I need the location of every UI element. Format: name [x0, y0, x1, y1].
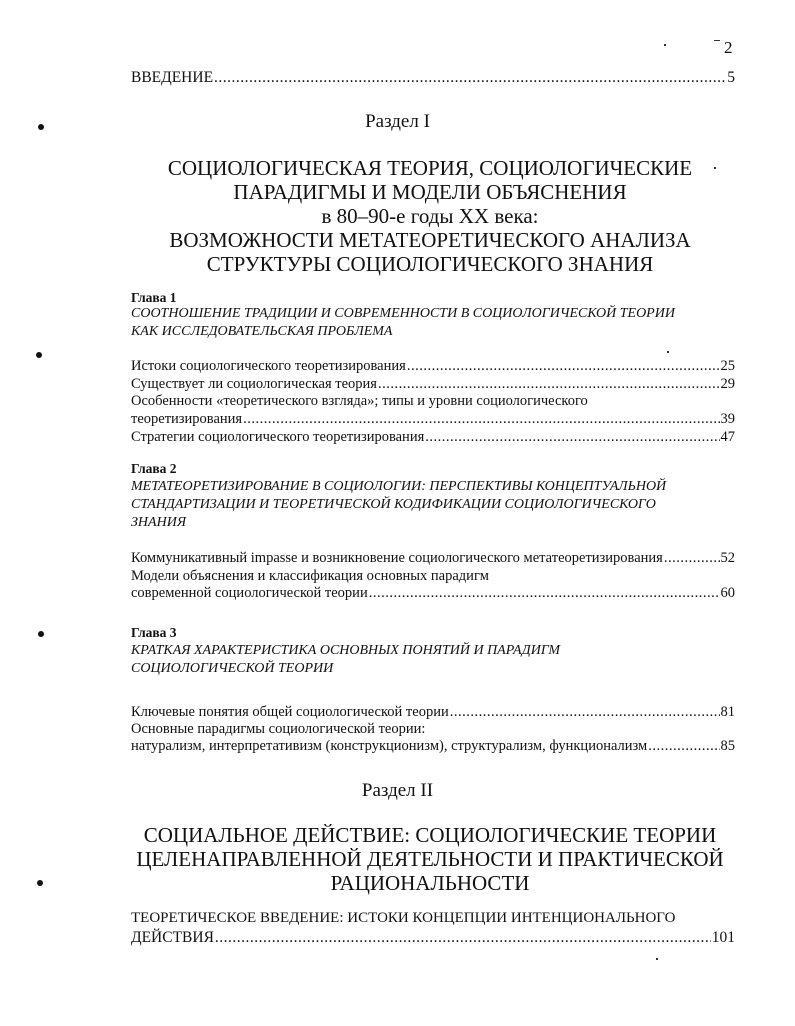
leader-dots — [378, 376, 720, 393]
toc-entry[interactable] — [131, 411, 735, 428]
leader-dots — [369, 585, 720, 602]
toc-entry[interactable] — [131, 738, 735, 755]
chapter-3-label: Глава 3 — [131, 625, 177, 640]
section-2-title — [130, 823, 730, 895]
toc-entry-page: 81 — [720, 704, 735, 720]
toc-entry-title: Коммуникативный impasse и возникновение социологического метатеоретизирования — [131, 550, 663, 566]
leader-dots — [407, 358, 720, 375]
leader-dots — [214, 69, 726, 87]
chapter-title-line: ЗНАНИЯ — [131, 515, 187, 530]
section-title-line: в 80–90-е годы XX века: — [321, 204, 539, 228]
section-title-line: СОЦИАЛЬНОЕ ДЕЙСТВИЕ: СОЦИОЛОГИЧЕСКИЕ ТЕОРИИ — [143, 823, 717, 847]
chapter-title-line: МЕТАТЕОРЕТИЗИРОВАНИЕ В СОЦИОЛОГИИ: ПЕРСПЕКТИВЫ КОНЦЕПТУАЛЬНОЙ — [131, 479, 667, 494]
toc-entry-page: 85 — [720, 738, 735, 754]
toc-entry[interactable] — [131, 429, 735, 446]
scan-speck — [664, 44, 666, 46]
leader-dots — [243, 411, 719, 428]
section-1-title — [130, 156, 730, 276]
toc-entry-intro[interactable] — [131, 69, 735, 87]
toc-entry-page: 52 — [720, 550, 735, 566]
toc-entry-title: Истоки социологического теоретизирования — [131, 358, 406, 374]
section-title-line: РАЦИОНАЛЬНОСТИ — [330, 871, 530, 895]
toc-entry[interactable] — [131, 929, 735, 947]
toc-entry[interactable] — [131, 358, 735, 375]
leader-dots — [450, 704, 720, 721]
leader-dots — [664, 550, 720, 567]
scan-speck — [714, 40, 720, 41]
toc-entry-page: 101 — [711, 929, 735, 946]
chapter-1-title — [131, 305, 731, 341]
chapter-title-line: СОЦИОЛОГИЧЕСКОЙ ТЕОРИИ — [131, 661, 334, 676]
toc-entry-page: 39 — [720, 411, 735, 427]
chapter-title-line: СООТНОШЕНИЕ ТРАДИЦИИ И СОВРЕМЕННОСТИ В СОЦИОЛОГИЧЕСКОЙ ТЕОРИИ — [131, 306, 675, 321]
leader-dots — [425, 429, 719, 446]
chapter-2-title — [131, 478, 731, 532]
scan-mark — [38, 631, 44, 637]
scan-mark — [37, 880, 43, 886]
chapter-title-line: КАК ИССЛЕДОВАТЕЛЬСКАЯ ПРОБЛЕМА — [131, 324, 393, 339]
chapter-1-label: Глава 1 — [131, 290, 177, 305]
toc-entry-title-line1: Особенности «теоретического взгляда»; типы и уровни социологического — [131, 393, 588, 409]
section-1-label: Раздел I — [365, 111, 430, 132]
toc-entry[interactable] — [131, 704, 735, 721]
section-2-label: Раздел II — [361, 780, 434, 801]
toc-entry-title: Ключевые понятия общей социологической теории — [131, 704, 449, 720]
toc-entry-title: ДЕЙСТВИЯ — [131, 929, 214, 946]
toc-entry-page: 60 — [720, 585, 735, 601]
toc-entry[interactable] — [131, 550, 735, 567]
section-title-line: СТРУКТУРЫ СОЦИОЛОГИЧЕСКОГО ЗНАНИЯ — [206, 252, 654, 276]
scan-speck — [667, 351, 669, 353]
scan-mark — [36, 352, 42, 358]
toc-entry-page: 25 — [720, 358, 735, 374]
toc-entry-title-line1: Основные парадигмы социологической теории: — [131, 721, 426, 737]
toc-entry-page: 29 — [720, 376, 735, 392]
chapter-2-label: Глава 2 — [131, 461, 177, 476]
chapter-title-line: СТАНДАРТИЗАЦИИ И ТЕОРЕТИЧЕСКОЙ КОДИФИКАЦИИ СОЦИОЛОГИЧЕСКОГО — [131, 497, 656, 512]
toc-entry-page: 47 — [720, 429, 735, 445]
chapter-3-title — [131, 642, 731, 678]
toc-entry-title: Существует ли социологическая теория — [131, 376, 377, 392]
leader-dots — [215, 929, 711, 947]
page-number: 2 — [724, 38, 733, 57]
section-title-line: ВОЗМОЖНОСТИ МЕТАТЕОРЕТИЧЕСКОГО АНАЛИЗА — [169, 228, 691, 252]
chapter-title-line: КРАТКАЯ ХАРАКТЕРИСТИКА ОСНОВНЫХ ПОНЯТИЙ И ПАРАДИГМ — [131, 643, 561, 658]
toc-entry[interactable] — [131, 376, 735, 393]
section-title-line: СОЦИОЛОГИЧЕСКАЯ ТЕОРИЯ, СОЦИОЛОГИЧЕСКИЕ — [167, 156, 693, 180]
toc-entry-title: ВВЕДЕНИЕ — [131, 69, 214, 86]
toc-entry[interactable] — [131, 585, 735, 602]
toc-entry-title: теоретизирования — [131, 411, 243, 427]
toc-entry-title: натурализм, интерпретативизм (конструкционизм), структурализм, функционализм — [131, 738, 648, 754]
toc-entry-title-line1: ТЕОРЕТИЧЕСКОЕ ВВЕДЕНИЕ: ИСТОКИ КОНЦЕПЦИИ ИНТЕНЦИОНАЛЬНОГО — [131, 910, 676, 926]
toc-entry-title-line1: Модели объяснения и классификация основных парадигм — [131, 568, 489, 584]
toc-entry-page: 5 — [727, 69, 735, 86]
toc-entry-title: современной социологической теории — [131, 585, 368, 601]
section-title-line: ЦЕЛЕНАПРАВЛЕННОЙ ДЕЯТЕЛЬНОСТИ И ПРАКТИЧЕСКОЙ — [136, 847, 724, 871]
scan-speck — [656, 958, 658, 960]
section-title-line: ПАРАДИГМЫ И МОДЕЛИ ОБЪЯСНЕНИЯ — [233, 180, 627, 204]
toc-entry-title: Стратегии социологического теоретизирования — [131, 429, 425, 445]
leader-dots — [648, 738, 719, 755]
